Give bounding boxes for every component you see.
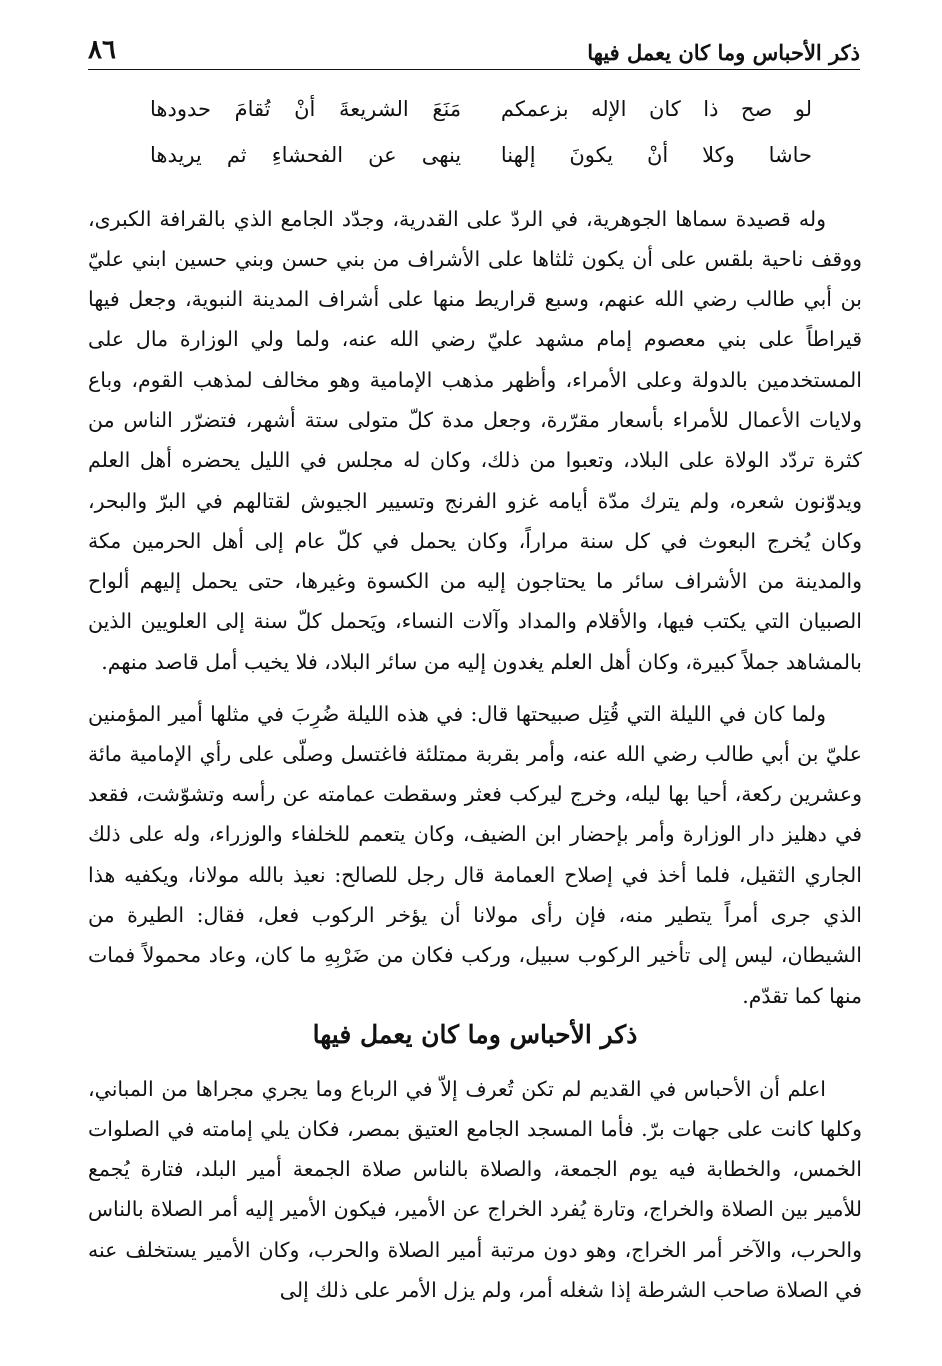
poem-verse: [150, 132, 812, 178]
poem-hemistich-first: لو صح ذا كان الإله بزعمكم: [500, 97, 812, 121]
poem-verse: [150, 86, 812, 132]
poem-hemistich-first: حاشا وكلا أنْ يكونَ إلهنا: [500, 143, 812, 167]
paragraph-qadiriyya: وله قصيدة سماها الجوهرية، في الردّ على القدرية، وجدّد الجامع الذي بالقرافة الكبرى، ووقف ناحية بلقس على أن يكون ثلثاها على الأشراف من بني حسن وبني حسين ابني عليّ بن أبي طالب رضي الله عنهم، وسبع قراريط منها على أشراف المدينة النبوية، وجعل فيها قيراطاً على بني معصوم إمام مشهد عليّ رضي الله عنه، ولما ولي الوزارة مال على المستخدمين بالدولة وعلى الأمراء، وأظهر مذهب الإمامية وهو مخالف لمذهب القوم، وباع ولايات الأعمال للأمراء بأسعار مقرّرة، وجعل مدة كلّ متولى ستة أشهر، فتضرّر الناس من كثرة تردّد الولاة على البلاد، وتعبوا من ذلك، وكان له مجلس في الليل يحضره أهل العلم ويدوّنون شعره، ولم يترك مدّة أيامه غزو الفرنج وتسيير الجيوش لقتالهم في البرّ والبحر، وكان يُخرج البعوث في كل سنة مراراً، وكان يحمل في كلّ عام إلى أهل الحرمين مكة والمدينة من الأشراف سائر ما يحتاجون إليه من الكسوة وغيرها، حتى يحمل إليهم ألواح الصبيان التي يكتب فيها، والأقلام والمداد وآلات النساء، ويَحمل كلّ سنة إلى العلويين الذين بالمشاهد جملاً كبيرة، وكان أهل العلم يغدون إليه من سائر البلاد، فلا يخيب أمل قاصد منهم.: [88, 206, 862, 674]
poem-hemistich-second: ينهى عن الفحشاءِ ثم يريدها: [150, 143, 462, 167]
poem-hemistich-second: مَنَعَ الشريعةَ أنْ تُقامَ حدودها: [150, 97, 462, 121]
running-header: [88, 28, 860, 70]
poem: [150, 86, 812, 178]
running-header-title: ذكر الأحباس وما كان يعمل فيها: [587, 40, 860, 65]
paragraph-last-night: ولما كان في الليلة التي قُتِل صبيحتها قال: في هذه الليلة ضُرِبَ في مثلها أمير المؤمنين عليّ بن أبي طالب رضي الله عنه، وأمر بقربة ممتلئة فاغتسل وصلّى على رأي الإمامية مائة وعشرين ركعة، أحيا بها ليله، وخرج ليركب فعثر وسقطت عمامته عن رأسه وتشوّشت، فقعد في دهليز دار الوزارة وأمر بإحضار ابن الضيف، وكان يتعمم للخلفاء والوزراء، وله على ذلك الجاري الثقيل، فلما أخذ في إصلاح العمامة قال رجل للصالح: نعيذ بالله مولانا، ويكفيه هذا الذي جرى أمراً يتطير منه، فإن رأى مولانا أن يؤخر الركوب فعل، فقال: الطيرة من الشيطان، ليس إلى تأخير الركوب سبيل، وركب فكان من ضَرْبِهِ ما كان، وعاد محمولاً فمات منها كما تقدّم.: [88, 701, 862, 1008]
paragraph-ahbas: اعلم أن الأحباس في القديم لم تكن تُعرف إلاّ في الرباع وما يجري مجراها من المباني، وكلها كانت على جهات برّ. فأما المسجد الجامع العتيق بمصر، فكان يلي إمامته في الصلوات الخمس، والخطابة فيه يوم الجمعة، والصلاة بالناس صلاة الجمعة أمير البلد، فتارة يُجمع للأمير بين الصلاة والخراج، وتارة يُفرد الخراج عن الأمير، فيكون الأمير إليه أمر الصلاة بالناس والحرب، والآخر أمر الخراج، وهو دون مرتبة أمير الصلاة والحرب، وكان الأمير يستخلف عنه في الصلاة صاحب الشرطة إذا شغله أمر، ولم يزل الأمر على ذلك إلى: [88, 1076, 862, 1302]
section-heading: ذكر الأحباس وما كان يعمل فيها: [312, 1019, 638, 1049]
page-number: ٨٦: [88, 35, 116, 65]
